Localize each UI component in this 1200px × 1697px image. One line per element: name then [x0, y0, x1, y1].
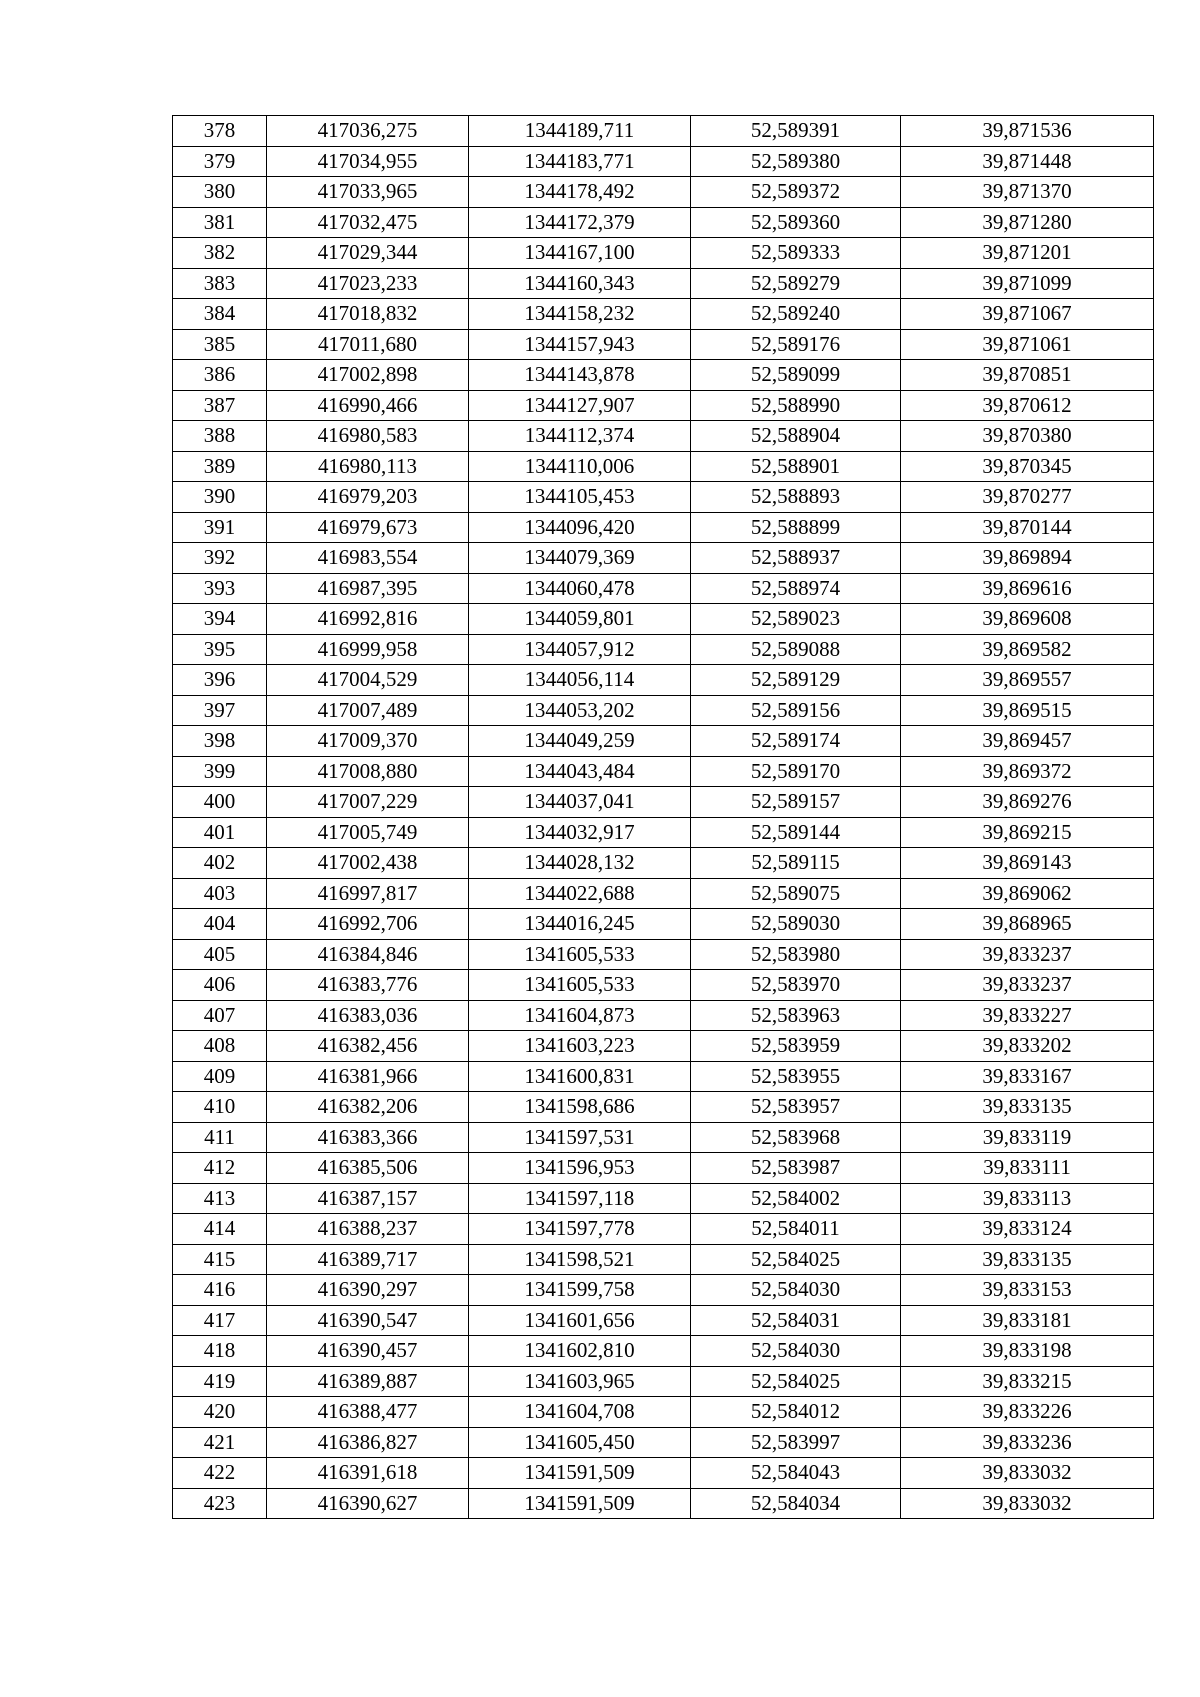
table-row [173, 1275, 1154, 1306]
point-number-cell: 388 [173, 421, 267, 452]
longitude-cell: 39,869894 [901, 543, 1154, 574]
point-number-cell: 422 [173, 1458, 267, 1489]
table-row [173, 116, 1154, 147]
x-coordinate-cell: 416387,157 [267, 1183, 469, 1214]
latitude-cell: 52,589099 [691, 360, 901, 391]
longitude-cell: 39,833226 [901, 1397, 1154, 1428]
x-coordinate-cell: 416388,237 [267, 1214, 469, 1245]
x-coordinate-cell: 416992,816 [267, 604, 469, 635]
table-row [173, 512, 1154, 543]
table-row [173, 756, 1154, 787]
latitude-cell: 52,589174 [691, 726, 901, 757]
point-number-cell: 410 [173, 1092, 267, 1123]
point-number-cell: 412 [173, 1153, 267, 1184]
table-row [173, 421, 1154, 452]
y-coordinate-cell: 1344158,232 [469, 299, 691, 330]
y-coordinate-cell: 1344183,771 [469, 146, 691, 177]
latitude-cell: 52,588974 [691, 573, 901, 604]
y-coordinate-cell: 1344043,484 [469, 756, 691, 787]
table-row [173, 146, 1154, 177]
table-row [173, 1214, 1154, 1245]
longitude-cell: 39,833135 [901, 1244, 1154, 1275]
table-row [173, 939, 1154, 970]
table-row [173, 1153, 1154, 1184]
y-coordinate-cell: 1344049,259 [469, 726, 691, 757]
latitude-cell: 52,589030 [691, 909, 901, 940]
y-coordinate-cell: 1341604,708 [469, 1397, 691, 1428]
longitude-cell: 39,833237 [901, 939, 1154, 970]
longitude-cell: 39,869215 [901, 817, 1154, 848]
x-coordinate-cell: 417002,898 [267, 360, 469, 391]
table-row [173, 970, 1154, 1001]
table-row [173, 573, 1154, 604]
y-coordinate-cell: 1344059,801 [469, 604, 691, 635]
point-number-cell: 392 [173, 543, 267, 574]
table-row [173, 207, 1154, 238]
table-row [173, 878, 1154, 909]
point-number-cell: 381 [173, 207, 267, 238]
latitude-cell: 52,589088 [691, 634, 901, 665]
table-row [173, 1427, 1154, 1458]
longitude-cell: 39,871067 [901, 299, 1154, 330]
latitude-cell: 52,589129 [691, 665, 901, 696]
table-row [173, 390, 1154, 421]
y-coordinate-cell: 1344189,711 [469, 116, 691, 147]
longitude-cell: 39,871061 [901, 329, 1154, 360]
latitude-cell: 52,583955 [691, 1061, 901, 1092]
point-number-cell: 420 [173, 1397, 267, 1428]
latitude-cell: 52,588990 [691, 390, 901, 421]
table-row [173, 1488, 1154, 1519]
table-row [173, 909, 1154, 940]
x-coordinate-cell: 416390,457 [267, 1336, 469, 1367]
latitude-cell: 52,584030 [691, 1275, 901, 1306]
longitude-cell: 39,870851 [901, 360, 1154, 391]
y-coordinate-cell: 1341605,533 [469, 939, 691, 970]
latitude-cell: 52,589157 [691, 787, 901, 818]
latitude-cell: 52,589380 [691, 146, 901, 177]
latitude-cell: 52,583980 [691, 939, 901, 970]
table-row [173, 695, 1154, 726]
point-number-cell: 395 [173, 634, 267, 665]
x-coordinate-cell: 416385,506 [267, 1153, 469, 1184]
longitude-cell: 39,833181 [901, 1305, 1154, 1336]
point-number-cell: 404 [173, 909, 267, 940]
point-number-cell: 418 [173, 1336, 267, 1367]
x-coordinate-cell: 416983,554 [267, 543, 469, 574]
point-number-cell: 407 [173, 1000, 267, 1031]
table-row [173, 726, 1154, 757]
y-coordinate-cell: 1344016,245 [469, 909, 691, 940]
x-coordinate-cell: 416992,706 [267, 909, 469, 940]
y-coordinate-cell: 1344096,420 [469, 512, 691, 543]
point-number-cell: 390 [173, 482, 267, 513]
longitude-cell: 39,833124 [901, 1214, 1154, 1245]
x-coordinate-cell: 416990,466 [267, 390, 469, 421]
longitude-cell: 39,870380 [901, 421, 1154, 452]
longitude-cell: 39,870612 [901, 390, 1154, 421]
x-coordinate-cell: 416389,887 [267, 1366, 469, 1397]
longitude-cell: 39,871201 [901, 238, 1154, 269]
longitude-cell: 39,870277 [901, 482, 1154, 513]
table-row [173, 1092, 1154, 1123]
table-row [173, 634, 1154, 665]
latitude-cell: 52,589391 [691, 116, 901, 147]
point-number-cell: 384 [173, 299, 267, 330]
latitude-cell: 52,588937 [691, 543, 901, 574]
x-coordinate-cell: 416980,583 [267, 421, 469, 452]
x-coordinate-cell: 417036,275 [267, 116, 469, 147]
longitude-cell: 39,869515 [901, 695, 1154, 726]
x-coordinate-cell: 416390,627 [267, 1488, 469, 1519]
longitude-cell: 39,833202 [901, 1031, 1154, 1062]
point-number-cell: 379 [173, 146, 267, 177]
longitude-cell: 39,833032 [901, 1458, 1154, 1489]
longitude-cell: 39,833153 [901, 1275, 1154, 1306]
table-row [173, 543, 1154, 574]
y-coordinate-cell: 1341598,521 [469, 1244, 691, 1275]
longitude-cell: 39,833032 [901, 1488, 1154, 1519]
latitude-cell: 52,589075 [691, 878, 901, 909]
y-coordinate-cell: 1341605,533 [469, 970, 691, 1001]
x-coordinate-cell: 417033,965 [267, 177, 469, 208]
latitude-cell: 52,589372 [691, 177, 901, 208]
x-coordinate-cell: 416390,297 [267, 1275, 469, 1306]
y-coordinate-cell: 1341601,656 [469, 1305, 691, 1336]
longitude-cell: 39,869582 [901, 634, 1154, 665]
point-number-cell: 382 [173, 238, 267, 269]
y-coordinate-cell: 1341597,778 [469, 1214, 691, 1245]
y-coordinate-cell: 1344157,943 [469, 329, 691, 360]
y-coordinate-cell: 1344127,907 [469, 390, 691, 421]
latitude-cell: 52,584025 [691, 1366, 901, 1397]
y-coordinate-cell: 1344028,132 [469, 848, 691, 879]
latitude-cell: 52,589144 [691, 817, 901, 848]
point-number-cell: 421 [173, 1427, 267, 1458]
table-row [173, 238, 1154, 269]
latitude-cell: 52,588904 [691, 421, 901, 452]
point-number-cell: 387 [173, 390, 267, 421]
y-coordinate-cell: 1341604,873 [469, 1000, 691, 1031]
x-coordinate-cell: 417009,370 [267, 726, 469, 757]
longitude-cell: 39,871448 [901, 146, 1154, 177]
point-number-cell: 406 [173, 970, 267, 1001]
y-coordinate-cell: 1344032,917 [469, 817, 691, 848]
longitude-cell: 39,833167 [901, 1061, 1154, 1092]
x-coordinate-cell: 416980,113 [267, 451, 469, 482]
y-coordinate-cell: 1341603,223 [469, 1031, 691, 1062]
longitude-cell: 39,833237 [901, 970, 1154, 1001]
latitude-cell: 52,589176 [691, 329, 901, 360]
table-row [173, 1244, 1154, 1275]
table-row [173, 177, 1154, 208]
y-coordinate-cell: 1341597,118 [469, 1183, 691, 1214]
point-number-cell: 380 [173, 177, 267, 208]
table-row [173, 787, 1154, 818]
longitude-cell: 39,871536 [901, 116, 1154, 147]
x-coordinate-cell: 417007,229 [267, 787, 469, 818]
longitude-cell: 39,833227 [901, 1000, 1154, 1031]
longitude-cell: 39,869276 [901, 787, 1154, 818]
point-number-cell: 405 [173, 939, 267, 970]
x-coordinate-cell: 417018,832 [267, 299, 469, 330]
x-coordinate-cell: 416381,966 [267, 1061, 469, 1092]
latitude-cell: 52,588899 [691, 512, 901, 543]
x-coordinate-cell: 416979,673 [267, 512, 469, 543]
latitude-cell: 52,584012 [691, 1397, 901, 1428]
longitude-cell: 39,833111 [901, 1153, 1154, 1184]
y-coordinate-cell: 1344057,912 [469, 634, 691, 665]
latitude-cell: 52,589360 [691, 207, 901, 238]
latitude-cell: 52,584030 [691, 1336, 901, 1367]
x-coordinate-cell: 416383,036 [267, 1000, 469, 1031]
table-row [173, 604, 1154, 635]
latitude-cell: 52,589240 [691, 299, 901, 330]
y-coordinate-cell: 1344105,453 [469, 482, 691, 513]
latitude-cell: 52,584043 [691, 1458, 901, 1489]
longitude-cell: 39,868965 [901, 909, 1154, 940]
y-coordinate-cell: 1344110,006 [469, 451, 691, 482]
longitude-cell: 39,833215 [901, 1366, 1154, 1397]
y-coordinate-cell: 1344053,202 [469, 695, 691, 726]
y-coordinate-cell: 1344022,688 [469, 878, 691, 909]
table-row [173, 1397, 1154, 1428]
y-coordinate-cell: 1341602,810 [469, 1336, 691, 1367]
coordinates-table [172, 115, 1154, 1519]
latitude-cell: 52,584011 [691, 1214, 901, 1245]
point-number-cell: 411 [173, 1122, 267, 1153]
y-coordinate-cell: 1341603,965 [469, 1366, 691, 1397]
x-coordinate-cell: 417034,955 [267, 146, 469, 177]
point-number-cell: 399 [173, 756, 267, 787]
table-row [173, 329, 1154, 360]
y-coordinate-cell: 1341591,509 [469, 1488, 691, 1519]
x-coordinate-cell: 417005,749 [267, 817, 469, 848]
point-number-cell: 419 [173, 1366, 267, 1397]
latitude-cell: 52,583968 [691, 1122, 901, 1153]
point-number-cell: 413 [173, 1183, 267, 1214]
x-coordinate-cell: 416391,618 [267, 1458, 469, 1489]
point-number-cell: 408 [173, 1031, 267, 1062]
y-coordinate-cell: 1341591,509 [469, 1458, 691, 1489]
latitude-cell: 52,584031 [691, 1305, 901, 1336]
longitude-cell: 39,869457 [901, 726, 1154, 757]
longitude-cell: 39,869143 [901, 848, 1154, 879]
point-number-cell: 398 [173, 726, 267, 757]
point-number-cell: 415 [173, 1244, 267, 1275]
point-number-cell: 393 [173, 573, 267, 604]
latitude-cell: 52,589279 [691, 268, 901, 299]
y-coordinate-cell: 1344079,369 [469, 543, 691, 574]
latitude-cell: 52,583963 [691, 1000, 901, 1031]
point-number-cell: 389 [173, 451, 267, 482]
latitude-cell: 52,583959 [691, 1031, 901, 1062]
table-row [173, 451, 1154, 482]
point-number-cell: 396 [173, 665, 267, 696]
point-number-cell: 386 [173, 360, 267, 391]
y-coordinate-cell: 1341600,831 [469, 1061, 691, 1092]
table-row [173, 1336, 1154, 1367]
latitude-cell: 52,589156 [691, 695, 901, 726]
latitude-cell: 52,584034 [691, 1488, 901, 1519]
longitude-cell: 39,870144 [901, 512, 1154, 543]
longitude-cell: 39,833135 [901, 1092, 1154, 1123]
table-row [173, 1183, 1154, 1214]
longitude-cell: 39,869616 [901, 573, 1154, 604]
x-coordinate-cell: 416389,717 [267, 1244, 469, 1275]
y-coordinate-cell: 1341598,686 [469, 1092, 691, 1123]
y-coordinate-cell: 1341597,531 [469, 1122, 691, 1153]
point-number-cell: 400 [173, 787, 267, 818]
point-number-cell: 414 [173, 1214, 267, 1245]
table-row [173, 360, 1154, 391]
latitude-cell: 52,589023 [691, 604, 901, 635]
table-row [173, 1000, 1154, 1031]
latitude-cell: 52,588893 [691, 482, 901, 513]
longitude-cell: 39,871099 [901, 268, 1154, 299]
table-row [173, 1305, 1154, 1336]
x-coordinate-cell: 416382,456 [267, 1031, 469, 1062]
point-number-cell: 402 [173, 848, 267, 879]
latitude-cell: 52,584002 [691, 1183, 901, 1214]
x-coordinate-cell: 416382,206 [267, 1092, 469, 1123]
y-coordinate-cell: 1341605,450 [469, 1427, 691, 1458]
x-coordinate-cell: 417032,475 [267, 207, 469, 238]
latitude-cell: 52,588901 [691, 451, 901, 482]
latitude-cell: 52,583987 [691, 1153, 901, 1184]
x-coordinate-cell: 416987,395 [267, 573, 469, 604]
x-coordinate-cell: 417011,680 [267, 329, 469, 360]
latitude-cell: 52,584025 [691, 1244, 901, 1275]
y-coordinate-cell: 1344112,374 [469, 421, 691, 452]
table-row [173, 817, 1154, 848]
x-coordinate-cell: 416997,817 [267, 878, 469, 909]
longitude-cell: 39,869557 [901, 665, 1154, 696]
x-coordinate-cell: 417007,489 [267, 695, 469, 726]
longitude-cell: 39,869062 [901, 878, 1154, 909]
y-coordinate-cell: 1344056,114 [469, 665, 691, 696]
x-coordinate-cell: 416388,477 [267, 1397, 469, 1428]
point-number-cell: 416 [173, 1275, 267, 1306]
latitude-cell: 52,583957 [691, 1092, 901, 1123]
point-number-cell: 397 [173, 695, 267, 726]
point-number-cell: 409 [173, 1061, 267, 1092]
longitude-cell: 39,869608 [901, 604, 1154, 635]
latitude-cell: 52,589115 [691, 848, 901, 879]
point-number-cell: 391 [173, 512, 267, 543]
table-row [173, 1122, 1154, 1153]
point-number-cell: 417 [173, 1305, 267, 1336]
y-coordinate-cell: 1344172,379 [469, 207, 691, 238]
y-coordinate-cell: 1341596,953 [469, 1153, 691, 1184]
table-row [173, 268, 1154, 299]
longitude-cell: 39,869372 [901, 756, 1154, 787]
point-number-cell: 394 [173, 604, 267, 635]
y-coordinate-cell: 1344143,878 [469, 360, 691, 391]
longitude-cell: 39,870345 [901, 451, 1154, 482]
point-number-cell: 401 [173, 817, 267, 848]
latitude-cell: 52,583970 [691, 970, 901, 1001]
y-coordinate-cell: 1344167,100 [469, 238, 691, 269]
latitude-cell: 52,589333 [691, 238, 901, 269]
x-coordinate-cell: 416979,203 [267, 482, 469, 513]
y-coordinate-cell: 1344037,041 [469, 787, 691, 818]
x-coordinate-cell: 417004,529 [267, 665, 469, 696]
latitude-cell: 52,589170 [691, 756, 901, 787]
table-row [173, 1458, 1154, 1489]
point-number-cell: 385 [173, 329, 267, 360]
y-coordinate-cell: 1341599,758 [469, 1275, 691, 1306]
x-coordinate-cell: 416999,958 [267, 634, 469, 665]
table-row [173, 482, 1154, 513]
table-row [173, 1366, 1154, 1397]
longitude-cell: 39,833236 [901, 1427, 1154, 1458]
table-row [173, 1061, 1154, 1092]
y-coordinate-cell: 1344178,492 [469, 177, 691, 208]
point-number-cell: 383 [173, 268, 267, 299]
table-row [173, 1031, 1154, 1062]
longitude-cell: 39,833113 [901, 1183, 1154, 1214]
table-row [173, 665, 1154, 696]
latitude-cell: 52,583997 [691, 1427, 901, 1458]
x-coordinate-cell: 417008,880 [267, 756, 469, 787]
table-row [173, 299, 1154, 330]
point-number-cell: 423 [173, 1488, 267, 1519]
longitude-cell: 39,833198 [901, 1336, 1154, 1367]
longitude-cell: 39,871280 [901, 207, 1154, 238]
x-coordinate-cell: 417023,233 [267, 268, 469, 299]
coordinates-table-body [173, 116, 1154, 1519]
x-coordinate-cell: 417029,344 [267, 238, 469, 269]
point-number-cell: 378 [173, 116, 267, 147]
x-coordinate-cell: 416386,827 [267, 1427, 469, 1458]
x-coordinate-cell: 416384,846 [267, 939, 469, 970]
point-number-cell: 403 [173, 878, 267, 909]
y-coordinate-cell: 1344060,478 [469, 573, 691, 604]
x-coordinate-cell: 416383,366 [267, 1122, 469, 1153]
x-coordinate-cell: 417002,438 [267, 848, 469, 879]
y-coordinate-cell: 1344160,343 [469, 268, 691, 299]
x-coordinate-cell: 416390,547 [267, 1305, 469, 1336]
longitude-cell: 39,871370 [901, 177, 1154, 208]
table-row [173, 848, 1154, 879]
longitude-cell: 39,833119 [901, 1122, 1154, 1153]
x-coordinate-cell: 416383,776 [267, 970, 469, 1001]
